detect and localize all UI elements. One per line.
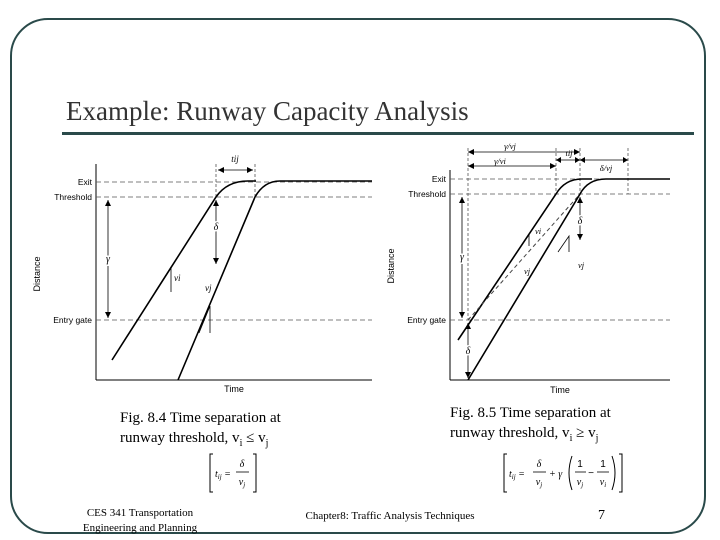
label-tij: tij xyxy=(565,148,573,158)
formula-vj-1: $v_j$ xyxy=(535,477,543,489)
formula-vj: $v_j$ xyxy=(238,477,246,489)
label-gamma-vj: γ/vj xyxy=(504,141,516,151)
formula-one-b: 1 xyxy=(600,459,606,470)
slope-triangle-j xyxy=(199,306,210,333)
formula-vi: $v_i$ xyxy=(599,477,607,489)
label-distance: Distance xyxy=(32,256,42,292)
caption-sub-j: j xyxy=(265,438,269,449)
formula-one-a: 1 xyxy=(577,459,583,470)
paren-right xyxy=(612,456,615,490)
label-vi: vi xyxy=(535,226,542,236)
label-distance: Distance xyxy=(386,248,396,284)
delta-head-b xyxy=(577,234,583,240)
footer-course-line-1: CES 341 Transportation xyxy=(86,507,194,519)
label-entry-gate: Entry gate xyxy=(407,315,446,325)
footer-course-line-2: Engineering and Planning xyxy=(82,522,198,534)
trajectory-i xyxy=(112,181,256,360)
caption-fig-8-4 xyxy=(120,408,281,454)
delta-arrowhead-bottom xyxy=(213,258,219,264)
gamma-vj-head-r xyxy=(574,149,580,155)
label-threshold: Threshold xyxy=(54,192,92,202)
footer-chapter: Chapter8: Traffic Analysis Techniques xyxy=(305,510,475,522)
tij-head-l xyxy=(556,157,561,163)
caption-relation: ≤ v xyxy=(242,430,266,446)
label-threshold: Threshold xyxy=(408,189,446,199)
gamma-arrowhead-top xyxy=(105,200,111,206)
paren-left xyxy=(569,456,572,490)
label-vj: vj xyxy=(205,283,212,293)
slope-triangle-j xyxy=(558,236,569,252)
delta-vj-head-r xyxy=(623,157,628,163)
slope-triangle-i xyxy=(521,234,529,246)
gamma-vi-head-l xyxy=(468,163,474,169)
gamma-head-b xyxy=(459,312,465,318)
label-delta: δ xyxy=(577,216,583,227)
footer-course xyxy=(70,506,210,536)
label-gamma-vi: γ/vi xyxy=(494,156,506,166)
label-gamma: γ xyxy=(106,254,110,265)
label-delta: δ xyxy=(213,222,219,233)
figure-8-4-diagram xyxy=(28,150,380,396)
label-delta-entry: δ xyxy=(465,346,471,357)
label-vj-2: vj xyxy=(578,260,585,270)
gamma-head-t xyxy=(459,197,465,203)
formula-fig-8-5 xyxy=(502,452,624,494)
caption-prefix: runway threshold, v xyxy=(120,430,240,446)
label-vj: vj xyxy=(524,266,531,276)
caption-sub-i: i xyxy=(569,433,573,444)
label-tij: tij xyxy=(231,154,239,164)
caption-line-2 xyxy=(450,423,611,449)
formula-tij: $t_{ij}$ = xyxy=(509,469,525,481)
caption-relation: ≥ v xyxy=(572,425,596,441)
caption-prefix: runway threshold, v xyxy=(450,425,570,441)
caption-sub-i: i xyxy=(239,438,243,449)
gamma-arrowhead-bottom xyxy=(105,312,111,318)
formula-tij: $t_{ij}$ = xyxy=(215,469,231,481)
caption-line-1: Fig. 8.5 Time separation at xyxy=(450,405,611,421)
label-time: Time xyxy=(224,384,244,394)
tij-arrowhead-right xyxy=(247,167,253,173)
caption-fig-8-5 xyxy=(450,403,611,449)
trajectory-j-projected xyxy=(468,194,580,320)
caption-sub-j: j xyxy=(595,433,599,444)
figure-8-5-diagram xyxy=(382,140,672,398)
label-exit: Exit xyxy=(77,177,92,187)
formula-delta: δ xyxy=(536,459,542,470)
tij-head-r xyxy=(575,157,580,163)
page-number: 7 xyxy=(598,508,605,523)
formula-plus-gamma: + γ xyxy=(549,469,563,480)
formula-minus: − xyxy=(588,468,594,479)
caption-line-2 xyxy=(120,428,281,454)
bracket-right xyxy=(253,454,256,492)
bracket-left xyxy=(210,454,213,492)
title-divider xyxy=(62,132,694,135)
label-time: Time xyxy=(550,385,570,395)
slide-title: Example: Runway Capacity Analysis xyxy=(66,96,469,126)
label-entry-gate: Entry gate xyxy=(53,315,92,325)
formula-fig-8-4 xyxy=(208,452,258,494)
formula-delta: δ xyxy=(239,459,245,470)
gamma-vi-head-r xyxy=(550,163,556,169)
label-vi: vi xyxy=(174,273,181,283)
delta-vj-head-l xyxy=(580,157,585,163)
tij-arrowhead-left xyxy=(218,167,224,173)
label-gamma: γ xyxy=(460,252,464,263)
bracket-left xyxy=(504,454,507,492)
delta-entry-head-t xyxy=(465,323,471,329)
slope-triangle-i xyxy=(155,267,171,292)
caption-line-1: Fig. 8.4 Time separation at xyxy=(120,410,281,426)
label-delta-vj: δ/vj xyxy=(599,163,613,173)
formula-vj-2: $v_j$ xyxy=(576,477,584,489)
label-exit: Exit xyxy=(431,174,446,184)
gamma-vj-head-l xyxy=(468,149,474,155)
bracket-right xyxy=(619,454,622,492)
